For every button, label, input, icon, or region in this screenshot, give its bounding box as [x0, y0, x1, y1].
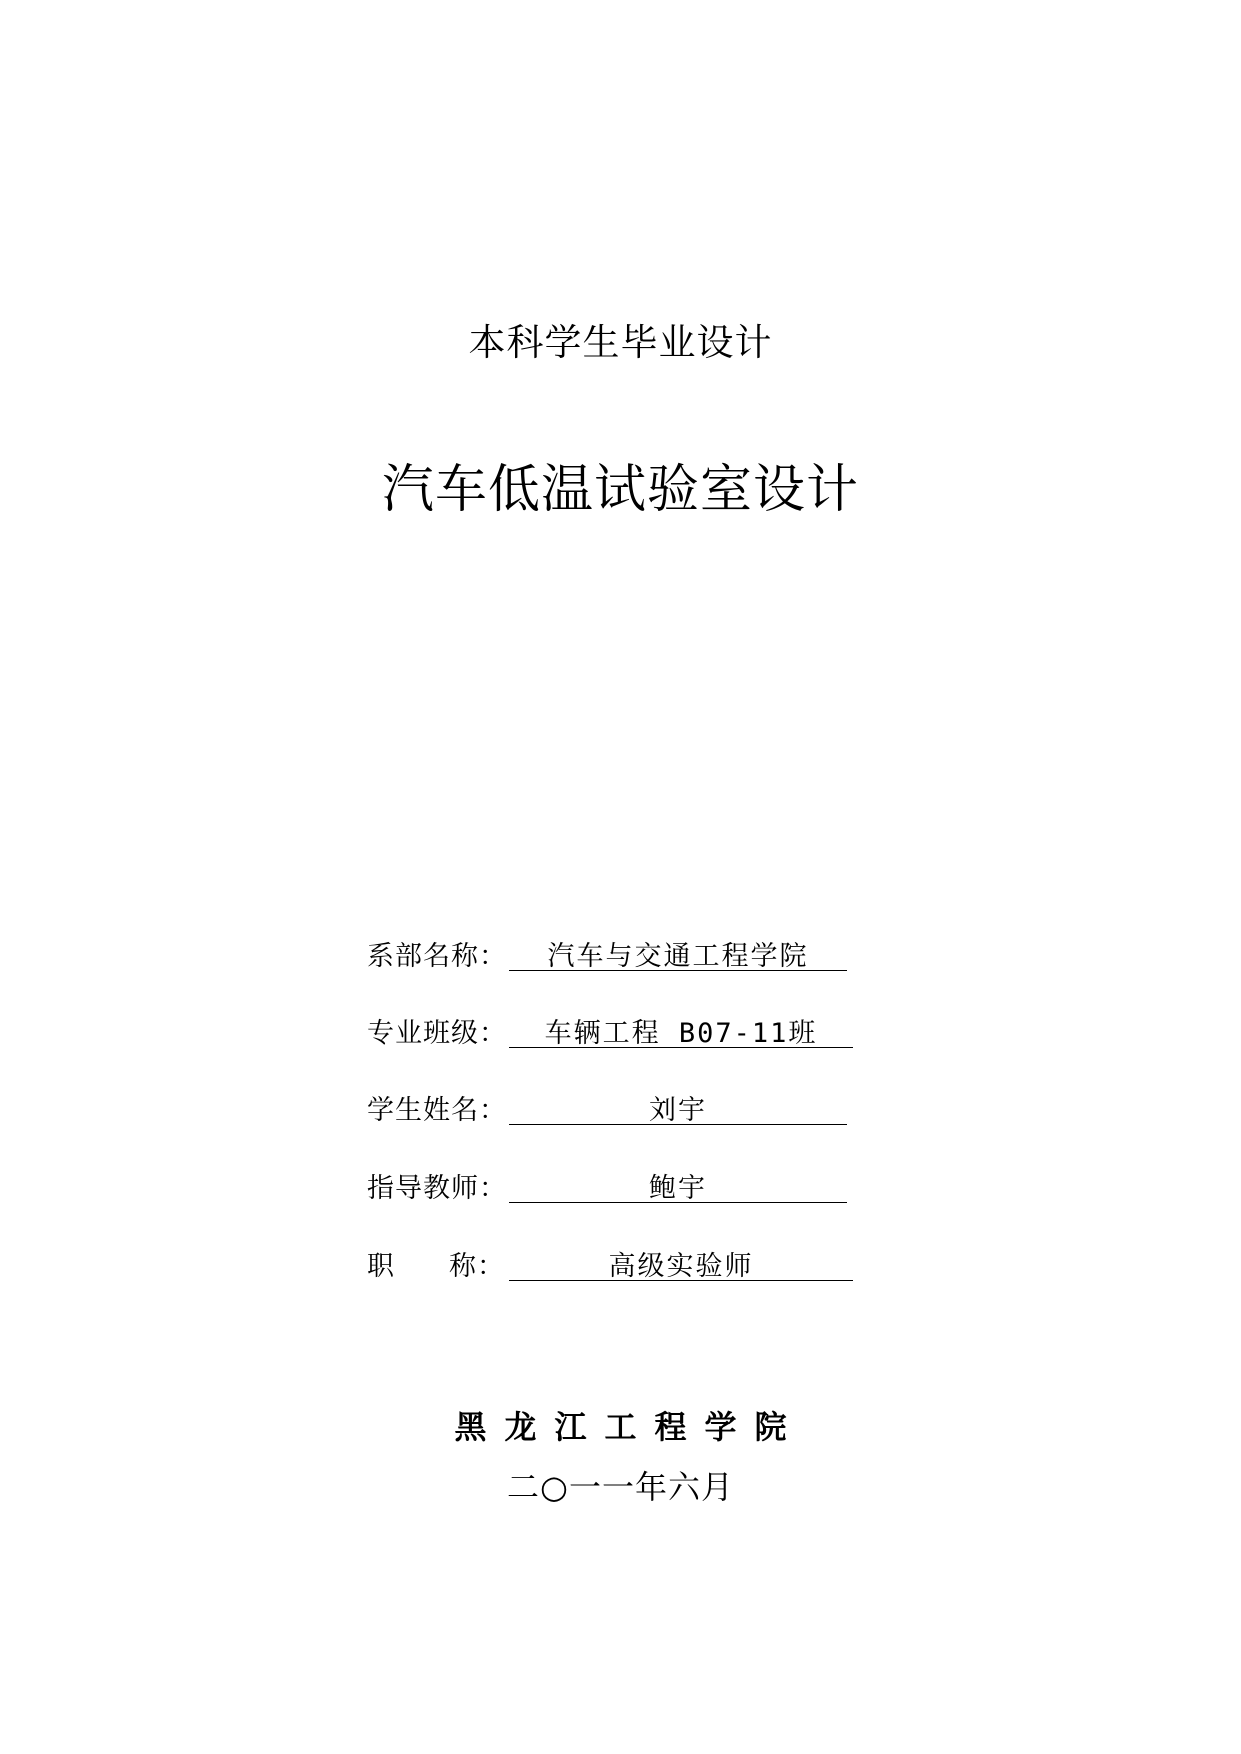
professional-title-label-first: 职: [367, 1251, 395, 1282]
submission-date: 二○一一年六月: [507, 1468, 734, 1506]
student-name-value: 刘宇: [509, 1088, 847, 1125]
department-label: 系部名称：: [367, 941, 507, 972]
professional-title-value: 高级实验师: [509, 1244, 853, 1281]
student-name-label: 学生姓名：: [367, 1095, 507, 1126]
thesis-title: 汽车低温试验室设计: [381, 460, 859, 520]
school-name: 黑龙江工程学院: [454, 1408, 805, 1446]
advisor-label: 指导教师：: [367, 1173, 507, 1204]
class-label: 专业班级：: [367, 1018, 507, 1049]
professional-title-label-second: 称：: [449, 1251, 505, 1282]
department-value: 汽车与交通工程学院: [509, 934, 847, 971]
professional-title-label: [367, 1244, 505, 1283]
advisor-value: 鲍宇: [509, 1166, 847, 1203]
cover-subtitle: 本科学生毕业设计: [468, 321, 773, 364]
class-value: 车辆工程 B07-11班: [509, 1011, 853, 1048]
